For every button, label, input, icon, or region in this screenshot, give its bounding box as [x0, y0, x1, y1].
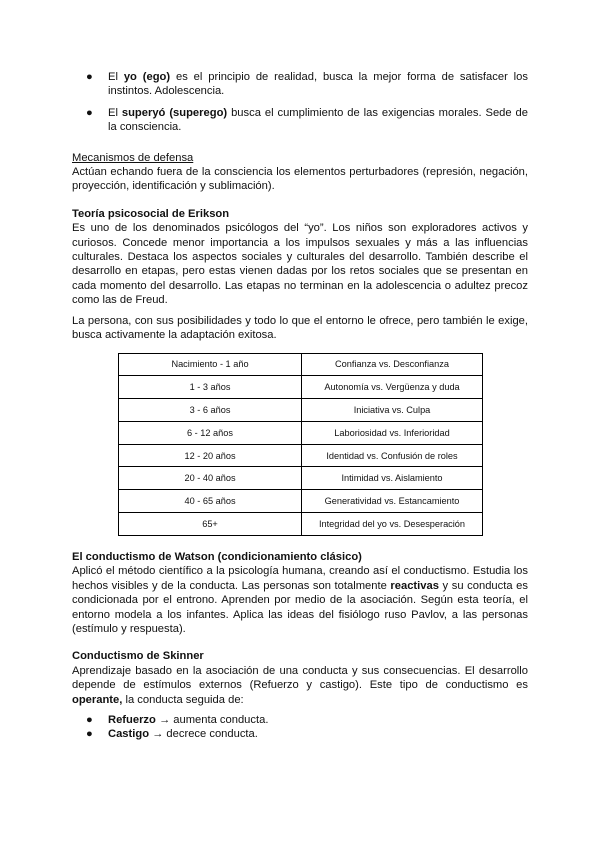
section-heading: Mecanismos de defensa	[72, 151, 194, 164]
stage-crisis-cell: Intimidad vs. Aislamiento	[302, 467, 483, 490]
table-row	[119, 490, 483, 513]
bullet-text: El	[108, 71, 124, 83]
stage-age-cell: 65+	[119, 513, 302, 536]
bullet-text: → aumenta conducta.	[155, 713, 269, 726]
section-text: Es uno de los denominados psicólogos del “yo”. Los niños son exploradores activos y curiosos. Concede menor importancia a los impulsos sexuales y más a las influencias culturales. Destaca los aspectos sociales y culturales del desarrollo. También describe el desarrollo en etapas, pero estas vienen dadas por los retos sociales que se presentan en cada momento del desarrollo. Las etapas no terminan en la adolescencia o adultez precoz como las de Freud.	[72, 222, 528, 307]
stage-crisis-cell: Generatividad vs. Estancamiento	[302, 490, 483, 513]
bullet-text: es el principio de realidad, busca la mejor forma de satisfacer los instintos. Adolescencia.	[108, 71, 528, 98]
section-heading: Teoría psicosocial de Erikson	[72, 207, 230, 220]
bullet-text: → decrece conducta.	[149, 728, 258, 741]
page-content	[72, 70, 528, 742]
stage-crisis-cell: Confianza vs. Desconfianza	[302, 353, 483, 376]
section-heading: El conductismo de Watson (condicionamiento clásico)	[72, 550, 362, 563]
stage-age-cell: 1 - 3 años	[119, 376, 302, 399]
table-row	[119, 376, 483, 399]
bullet-text: busca el cumplimiento de las exigencias morales. Sede de la consciencia.	[108, 106, 528, 134]
section-heading: Conductismo de Skinner	[72, 650, 204, 663]
bullet-term: Castigo	[108, 728, 150, 741]
watson-section	[72, 550, 528, 636]
bullet-icon: ●	[86, 728, 93, 741]
defense-section	[72, 151, 528, 194]
table-row	[119, 444, 483, 467]
skinner-section	[72, 649, 528, 741]
stage-crisis-cell: Integridad del yo vs. Desesperación	[302, 513, 483, 536]
stage-crisis-cell: Identidad vs. Confusión de roles	[302, 444, 483, 467]
skinner-bullet-list	[72, 713, 528, 742]
bold-term: operante,	[72, 693, 123, 706]
section-text: La persona, con sus posibilidades y todo lo que el entorno le ofrece, pero también le exige, busca activamente la adaptación exitosa.	[72, 314, 528, 342]
stage-age-cell: 40 - 65 años	[119, 490, 302, 513]
section-text: Aplicó el método científico a la psicología humana, creando así el conductismo. Estudia los hechos visibles y de la conducta. Las personas son totalmente reactivas y su conducta es condicionada por el entrono. Aprenden por medio de la asociación. Según esta teoría, el entorno modela a los infantes. Aplica las ideas del fisiólogo ruso Pavlov, a las personas (estímulo y respuesta).	[72, 565, 528, 635]
section-text: Aprendizaje basado en la asociación de una conducta y sus consecuencias. El desarrollo depende de estímulos externos (Refuerzo y castigo). Este tipo de conductismo es operante, la conducta seguida de:	[72, 664, 528, 706]
stage-age-cell: 20 - 40 años	[119, 467, 302, 490]
bullet-icon: ●	[86, 106, 93, 119]
bullet-term: Refuerzo	[108, 713, 156, 726]
table-row	[119, 399, 483, 422]
erikson-stages-table	[118, 353, 483, 536]
erikson-section	[72, 207, 528, 536]
stage-age-cell: 12 - 20 años	[119, 444, 302, 467]
list-item	[72, 70, 528, 99]
bullet-term: superyó (superego)	[121, 106, 228, 119]
bullet-text: El	[108, 106, 122, 119]
bullet-icon: ●	[86, 71, 93, 83]
table-row	[119, 421, 483, 444]
table-row	[119, 513, 483, 536]
bullet-icon: ●	[86, 713, 93, 726]
table-row	[119, 353, 483, 376]
stage-crisis-cell: Laboriosidad vs. Inferioridad	[302, 421, 483, 444]
stage-crisis-cell: Iniciativa vs. Culpa	[302, 399, 483, 422]
list-item	[72, 713, 528, 727]
section-text: Actúan echando fuera de la consciencia los elementos perturbadores (represión, negación, proyección, identificación y sublimación).	[72, 166, 528, 193]
ego-bullet-list	[72, 70, 528, 135]
list-item	[72, 727, 528, 741]
bullet-term: yo (ego)	[123, 71, 171, 83]
stage-age-cell: Nacimiento - 1 año	[119, 353, 302, 376]
bold-term: reactivas	[390, 579, 439, 592]
list-item	[72, 106, 528, 135]
table-row	[119, 467, 483, 490]
stage-crisis-cell: Autonomía vs. Vergüenza y duda	[302, 376, 483, 399]
stage-age-cell: 3 - 6 años	[119, 399, 302, 422]
stage-age-cell: 6 - 12 años	[119, 421, 302, 444]
